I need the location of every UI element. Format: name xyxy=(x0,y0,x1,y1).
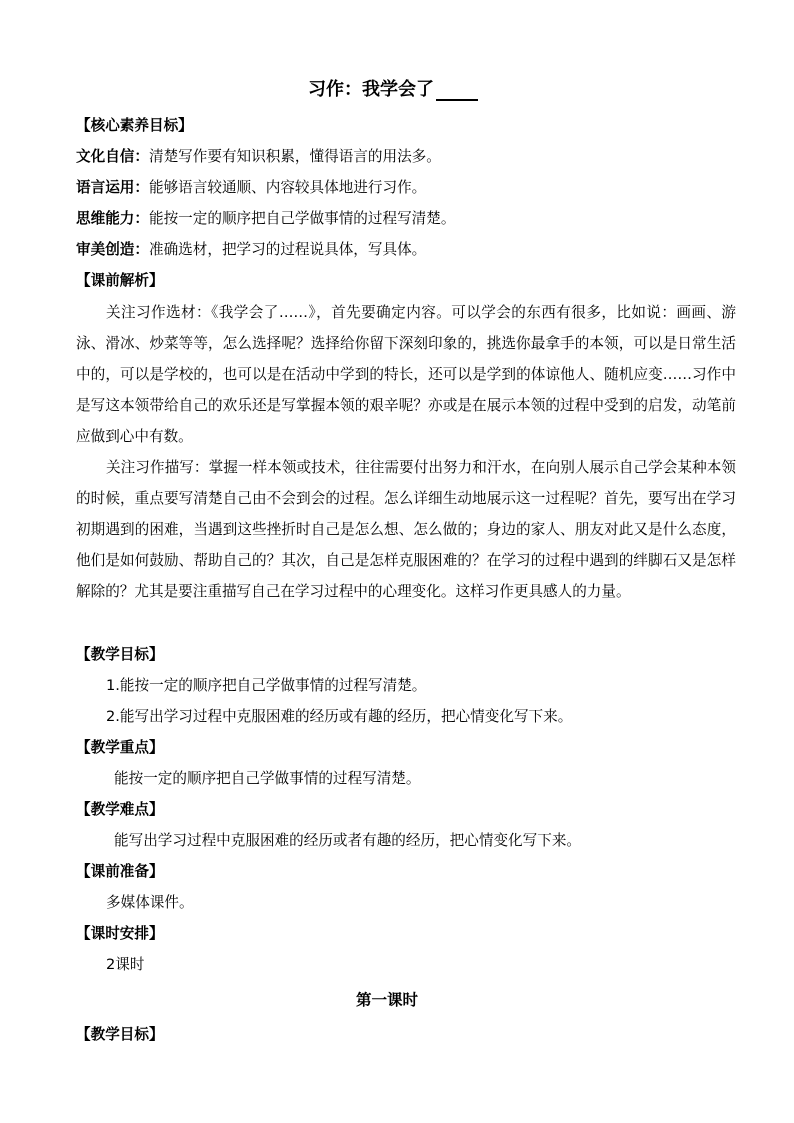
teaching-goal-item-2: 2.能写出学习过程中克服困难的经历或有趣的经历，把心情变化写下来。 xyxy=(106,708,573,725)
pre-analysis-paragraph-2: 关注习作描写：掌握一样本领或技术，往往需要付出努力和汗水，在向别人展示自己学会某种本领的时候，重点要写清楚自己由不会到会的过程。怎么详细生动地展示这一过程呢？首先，要写出在学习初期遇到的困难，当遇到这些挫折时自己是怎么想、怎么做的；身边的家人、朋友对此又是什么态度，他们是如何鼓励、帮助自己的？其次，自己是怎样克服困难的？在学习的过程中遇到的绊脚石又是怎样解除的？尤其是要注重描写自己在学习过程中的心理变化。这样习作更具感人的力量。 xyxy=(76,459,736,600)
heading-teaching-goals: 【教学目标】 xyxy=(76,646,164,663)
difficulties-text: 能写出学习过程中克服困难的经历或者有趣的经历，把心情变化写下来。 xyxy=(114,832,582,849)
core-goal-item-1 xyxy=(76,147,441,167)
teaching-goal-item-1: 1.能按一定的顺序把自己学做事情的过程写清楚。 xyxy=(106,677,427,694)
core-goal-text: 清楚写作要有知识积累，懂得语言的用法多。 xyxy=(148,148,441,165)
core-goal-item-2 xyxy=(76,178,426,198)
core-goal-label: 文化自信： xyxy=(76,148,149,165)
heading-pre-analysis: 【课前解析】 xyxy=(76,272,164,289)
core-goal-label: 思维能力： xyxy=(76,210,149,227)
heading-key-points: 【教学重点】 xyxy=(76,739,164,756)
heading-preparation: 【课前准备】 xyxy=(76,863,164,880)
title-text: 习作：我学会了 xyxy=(308,79,434,100)
title-blank-underline xyxy=(436,81,478,101)
core-goal-text: 能按一定的顺序把自己学做事情的过程写清楚。 xyxy=(148,210,456,227)
core-goal-text: 准确选材，把学习的过程说具体，写具体。 xyxy=(148,241,427,258)
heading-lesson-1-goals: 【教学目标】 xyxy=(76,1026,164,1043)
core-goal-label: 审美创造： xyxy=(76,241,149,258)
document-title xyxy=(308,75,478,101)
core-goal-label: 语言运用： xyxy=(76,179,149,196)
key-points-text: 能按一定的顺序把自己学做事情的过程写清楚。 xyxy=(114,770,421,787)
schedule-text: 2课时 xyxy=(106,956,145,973)
heading-difficulties: 【教学难点】 xyxy=(76,801,164,818)
core-goal-item-4 xyxy=(76,240,426,260)
heading-core-goals: 【核心素养目标】 xyxy=(76,117,193,134)
pre-analysis-paragraph-1: 关注习作选材：《我学会了……》，首先要确定内容。可以学会的东西有很多，比如说：画画、游泳、滑冰、炒菜等等，怎么选择呢？选择给你留下深刻印象的，挑选你最拿手的本领，可以是日常生活中的，可以是学校的，也可以是在活动中学到的特长，还可以是学到的体谅他人、随机应变……习作中是写这本领带给自己的欢乐还是写掌握本领的艰辛呢？亦或是在展示本领的过程中受到的启发，动笔前应做到心中有数。 xyxy=(76,304,736,445)
lesson-1-title: 第一课时 xyxy=(356,991,419,1009)
core-goal-item-3 xyxy=(76,209,455,229)
preparation-text: 多媒体课件。 xyxy=(106,894,194,911)
heading-schedule: 【课时安排】 xyxy=(76,925,164,942)
core-goal-text: 能够语言较通顺、内容较具体地进行习作。 xyxy=(148,179,427,196)
